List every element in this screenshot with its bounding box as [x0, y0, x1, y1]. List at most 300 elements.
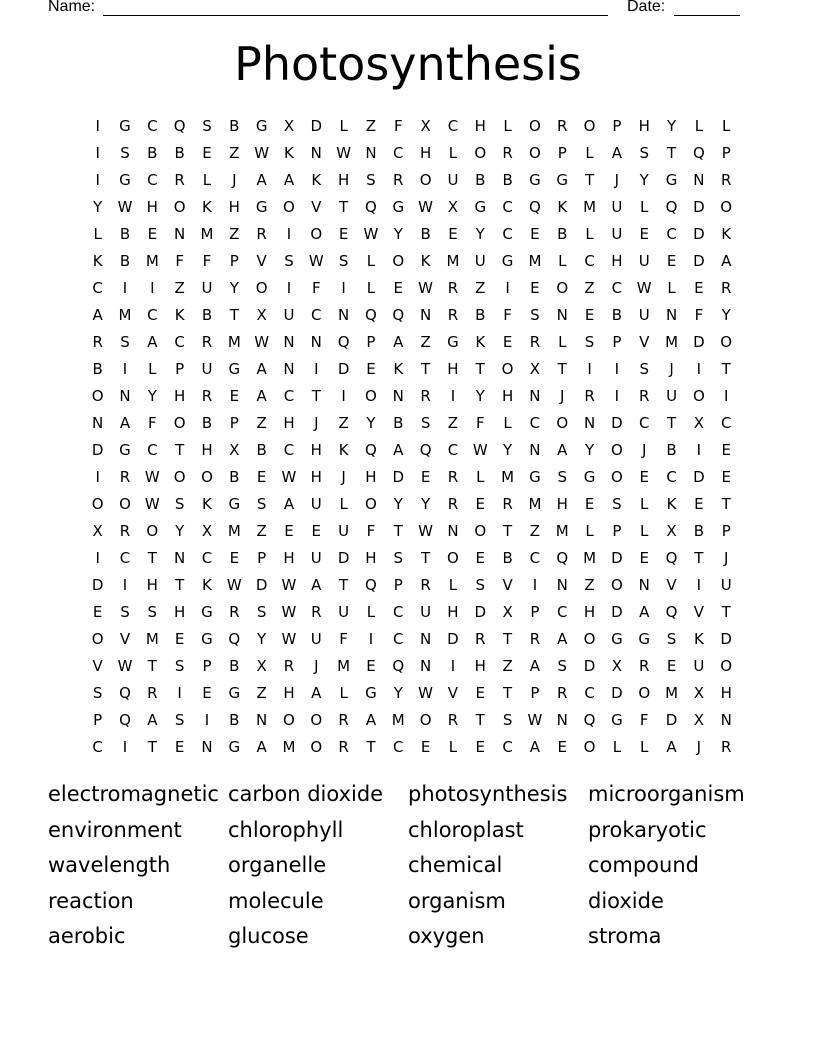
grid-letter: G — [474, 197, 487, 216]
grid-letter: N — [283, 359, 295, 378]
grid-letter: L — [640, 521, 649, 540]
grid-letter: I — [341, 278, 346, 297]
grid-letter: G — [501, 251, 514, 270]
grid-letter: Z — [420, 332, 431, 351]
word-list — [48, 778, 778, 956]
grid-letter: S — [530, 305, 540, 324]
grid-letter: S — [202, 116, 212, 135]
grid-letter: X — [693, 413, 705, 432]
grid-letter: N — [365, 143, 377, 162]
grid-letter: P — [612, 116, 622, 135]
grid-letter: S — [174, 494, 185, 513]
grid-letter: X — [611, 656, 623, 675]
grid-letter: G — [201, 602, 213, 621]
date-blank-line — [674, 15, 740, 16]
grid-letter: O — [419, 710, 432, 729]
grid-letter: X — [92, 521, 103, 540]
grid-letter: L — [640, 197, 649, 216]
grid-letter: R — [256, 224, 267, 243]
grid-letter: W — [144, 494, 160, 513]
grid-letter: A — [393, 440, 404, 459]
grid-letter: C — [147, 116, 158, 135]
grid-letter: W — [254, 143, 270, 162]
grid-letter: R — [201, 386, 213, 405]
grid-letter: P — [229, 413, 239, 432]
grid-letter: K — [202, 575, 212, 594]
grid-letter: I — [95, 143, 100, 162]
grid-letter: U — [310, 548, 322, 567]
grid-letter: T — [584, 170, 595, 189]
word-list-item: chloroplast — [408, 817, 524, 842]
grid-letter: L — [448, 575, 458, 594]
grid-letter: L — [612, 737, 622, 756]
grid-letter: S — [256, 602, 267, 621]
grid-letter: U — [310, 629, 322, 648]
grid-letter: R — [720, 170, 732, 189]
grid-letter: U — [638, 305, 650, 324]
grid-letter: J — [341, 467, 346, 486]
grid-letter: K — [174, 305, 185, 324]
grid-letter: R — [311, 602, 322, 621]
grid-letter: G — [228, 683, 241, 702]
grid-letter: M — [665, 332, 679, 351]
grid-letter: F — [393, 116, 403, 135]
grid-letter: G — [447, 332, 459, 351]
grid-letter: O — [583, 116, 596, 135]
grid-letter: G — [556, 170, 569, 189]
grid-letter: Q — [228, 629, 241, 648]
grid-letter: D — [693, 224, 705, 243]
grid-letter: E — [229, 386, 240, 405]
grid-letter: O — [392, 251, 405, 270]
grid-letter: L — [558, 251, 567, 270]
grid-letter: C — [393, 602, 404, 621]
grid-letter: E — [229, 548, 240, 567]
grid-letter: O — [146, 521, 159, 540]
grid-letter: H — [283, 413, 295, 432]
grid-letter: R — [119, 467, 131, 486]
grid-letter: W — [363, 224, 379, 243]
grid-letter: I — [122, 359, 128, 378]
grid-letter: L — [503, 413, 512, 432]
grid-letter: C — [638, 413, 650, 432]
grid-letter: H — [447, 359, 459, 378]
grid-letter: B — [229, 656, 240, 675]
word-list-item: dioxide — [588, 888, 664, 913]
grid-letter: Q — [692, 143, 705, 162]
grid-letter: Y — [257, 629, 267, 648]
grid-letter: T — [147, 548, 157, 567]
grid-letter: I — [150, 278, 155, 297]
word-list-item: compound — [588, 853, 699, 877]
grid-letter: R — [447, 710, 459, 729]
grid-letter: W — [418, 521, 434, 540]
grid-letter: U — [666, 386, 678, 405]
grid-letter: G — [529, 467, 541, 486]
grid-letter: X — [420, 116, 431, 135]
grid-letter: T — [339, 197, 349, 216]
grid-letter: B — [611, 305, 623, 324]
grid-letter: T — [666, 413, 677, 432]
word-list-item: molecule — [228, 888, 324, 913]
grid-letter: L — [503, 116, 512, 135]
grid-letter: Q — [337, 332, 350, 351]
grid-letter: T — [721, 602, 731, 621]
grid-letter: E — [694, 494, 704, 513]
grid-letter: D — [693, 197, 705, 216]
grid-letter: N — [256, 710, 268, 729]
grid-letter: C — [393, 629, 404, 648]
grid-letter: Y — [503, 440, 513, 459]
grid-letter: O — [201, 467, 213, 486]
grid-letter: G — [638, 629, 651, 648]
grid-letter: H — [611, 251, 623, 270]
grid-letter: F — [148, 413, 157, 432]
grid-letter: N — [338, 305, 350, 324]
grid-letter: B — [229, 467, 240, 486]
grid-letter: U — [638, 251, 650, 270]
grid-letter: N — [310, 332, 322, 351]
grid-letter: H — [419, 143, 432, 162]
grid-letter: E — [202, 683, 212, 702]
grid-letter: T — [311, 386, 321, 405]
grid-letter: R — [447, 494, 459, 513]
grid-letter: I — [696, 359, 702, 378]
grid-letter: Z — [475, 278, 486, 297]
grid-letter: U — [201, 359, 213, 378]
grid-letter: S — [256, 494, 267, 513]
grid-letter: B — [174, 143, 185, 162]
grid-letter: B — [420, 224, 431, 243]
grid-letter: O — [501, 359, 514, 378]
grid-letter: W — [336, 143, 352, 162]
grid-letter: O — [447, 548, 459, 567]
grid-letter: R — [338, 737, 349, 756]
grid-letter: H — [638, 116, 650, 135]
grid-letter: J — [232, 170, 237, 189]
grid-letter: I — [95, 548, 100, 567]
grid-letter: Q — [665, 602, 678, 621]
grid-letter: H — [337, 170, 350, 189]
grid-letter: Z — [174, 278, 185, 297]
grid-letter: H — [228, 197, 240, 216]
grid-letter: R — [119, 521, 131, 540]
grid-letter: N — [720, 710, 732, 729]
grid-letter: Z — [338, 413, 349, 432]
grid-letter: O — [310, 710, 323, 729]
word-list-item: microorganism — [588, 782, 745, 806]
grid-letter: O — [91, 386, 104, 405]
grid-letter: S — [612, 494, 622, 513]
grid-letter: I — [614, 359, 620, 378]
grid-letter: J — [696, 737, 702, 756]
grid-letter: E — [174, 629, 185, 648]
grid-letter: D — [583, 656, 596, 675]
grid-letter: R — [557, 116, 568, 135]
grid-letter: M — [337, 656, 351, 675]
grid-letter: P — [93, 710, 103, 729]
grid-letter: R — [639, 656, 650, 675]
grid-letter: E — [147, 224, 158, 243]
grid-letter: U — [201, 278, 213, 297]
grid-letter: F — [202, 251, 212, 270]
grid-letter: E — [639, 224, 649, 243]
grid-letter: F — [311, 278, 321, 297]
grid-letter: V — [311, 197, 322, 216]
grid-letter: N — [556, 710, 568, 729]
grid-letter: Y — [584, 440, 595, 459]
grid-letter: B — [256, 440, 267, 459]
grid-letter: R — [502, 494, 513, 513]
grid-letter: E — [366, 359, 376, 378]
grid-letter: M — [583, 197, 597, 216]
grid-letter: C — [447, 116, 459, 135]
grid-letter: A — [611, 143, 623, 162]
grid-letter: Q — [392, 656, 405, 675]
grid-letter: Y — [475, 386, 485, 405]
grid-letter: Q — [583, 710, 596, 729]
grid-letter: R — [720, 278, 732, 297]
grid-letter: D — [720, 629, 732, 648]
grid-letter: G — [119, 116, 131, 135]
grid-letter: C — [311, 305, 322, 324]
grid-letter: Z — [229, 224, 240, 243]
header-row — [48, 0, 748, 20]
grid-letter: Y — [393, 494, 403, 513]
grid-letter: W — [527, 710, 543, 729]
grid-letter: K — [202, 197, 212, 216]
grid-letter: W — [472, 440, 488, 459]
grid-letter: X — [256, 305, 267, 324]
grid-letter: N — [419, 656, 432, 675]
grid-letter: E — [666, 656, 677, 675]
word-list-item: stroma — [588, 924, 662, 948]
grid-letter: J — [560, 386, 565, 405]
grid-letter: Y — [175, 521, 185, 540]
grid-letter: T — [421, 359, 431, 378]
grid-letter: R — [229, 602, 240, 621]
grid-letter: X — [693, 710, 705, 729]
grid-letter: Q — [173, 116, 186, 135]
grid-letter: P — [612, 521, 622, 540]
grid-letter: D — [611, 602, 623, 621]
grid-letter: Z — [447, 413, 459, 432]
grid-letter: O — [119, 494, 131, 513]
grid-letter: H — [365, 548, 377, 567]
grid-letter: H — [201, 440, 213, 459]
grid-letter: E — [530, 278, 540, 297]
grid-letter: T — [393, 521, 403, 540]
grid-letter: O — [91, 629, 104, 648]
grid-letter: S — [584, 332, 595, 351]
grid-letter: S — [639, 359, 649, 378]
grid-letter: F — [503, 305, 512, 324]
grid-letter: E — [448, 224, 458, 243]
grid-letter: K — [92, 251, 103, 270]
grid-letter: T — [421, 548, 431, 567]
grid-letter: N — [583, 413, 596, 432]
grid-letter: E — [256, 467, 267, 486]
grid-letter: T — [721, 494, 731, 513]
grid-letter: I — [204, 710, 210, 729]
grid-letter: C — [666, 224, 677, 243]
grid-letter: S — [120, 602, 130, 621]
grid-letter: H — [501, 386, 514, 405]
grid-letter: R — [393, 170, 404, 189]
grid-letter: B — [229, 116, 240, 135]
grid-letter: B — [502, 170, 513, 189]
word-list-item: electromagnetic — [48, 782, 219, 806]
grid-letter: Q — [365, 575, 377, 594]
word-list-item: aerobic — [48, 924, 126, 948]
grid-letter: S — [557, 656, 567, 675]
grid-letter: O — [173, 413, 186, 432]
grid-letter: O — [173, 197, 186, 216]
grid-letter: E — [502, 332, 513, 351]
grid-letter: L — [585, 224, 594, 243]
grid-letter: H — [365, 467, 377, 486]
grid-letter: D — [611, 683, 623, 702]
grid-letter: A — [119, 413, 131, 432]
grid-letter: E — [92, 602, 103, 621]
grid-letter: M — [555, 521, 569, 540]
grid-letter: O — [610, 575, 623, 594]
grid-letter: C — [611, 278, 623, 297]
grid-letter: C — [92, 737, 103, 756]
grid-letter: N — [693, 170, 705, 189]
grid-letter: K — [338, 440, 349, 459]
grid-letter: Q — [365, 305, 377, 324]
grid-letter: R — [201, 332, 213, 351]
grid-letter: D — [91, 575, 104, 594]
grid-letter: R — [447, 467, 459, 486]
grid-letter: P — [393, 575, 403, 594]
grid-letter: C — [502, 224, 513, 243]
grid-letter: G — [228, 359, 241, 378]
grid-letter: X — [529, 359, 541, 378]
grid-letter: L — [339, 494, 348, 513]
grid-letter: Z — [584, 575, 595, 594]
grid-letter: H — [310, 440, 322, 459]
grid-letter: F — [475, 413, 485, 432]
grid-letter: D — [392, 467, 405, 486]
grid-letter: T — [503, 521, 513, 540]
grid-letter: V — [693, 602, 705, 621]
grid-letter: N — [283, 332, 295, 351]
grid-letter: R — [502, 143, 513, 162]
grid-letter: L — [558, 332, 567, 351]
word-list-item: wavelength — [48, 853, 171, 877]
grid-letter: B — [475, 305, 486, 324]
grid-letter: R — [338, 710, 349, 729]
grid-letter: O — [610, 467, 623, 486]
grid-letter: Q — [365, 440, 377, 459]
grid-letter: T — [666, 143, 677, 162]
grid-letter: O — [556, 278, 569, 297]
grid-letter: Z — [229, 143, 240, 162]
grid-letter: L — [366, 251, 376, 270]
grid-letter: U — [474, 251, 486, 270]
grid-letter: L — [148, 359, 157, 378]
word-list-item: prokaryotic — [588, 817, 707, 842]
grid-letter: P — [721, 521, 731, 540]
grid-letter: I — [122, 575, 128, 594]
grid-letter: T — [475, 710, 485, 729]
grid-letter: O — [310, 224, 323, 243]
grid-letter: I — [341, 386, 346, 405]
grid-letter: A — [147, 332, 158, 351]
grid-letter: E — [366, 656, 376, 675]
grid-letter: H — [474, 116, 486, 135]
grid-letter: C — [584, 683, 595, 702]
grid-letter: I — [122, 278, 128, 297]
grid-letter: H — [583, 602, 596, 621]
grid-letter: E — [584, 305, 595, 324]
grid-letter: M — [583, 548, 597, 567]
grid-letter: R — [420, 575, 431, 594]
grid-letter: H — [474, 656, 486, 675]
grid-letter: O — [173, 467, 186, 486]
grid-letter: N — [447, 521, 459, 540]
grid-letter: I — [532, 575, 538, 594]
grid-letter: O — [91, 494, 104, 513]
word-list-item: reaction — [48, 888, 134, 913]
grid-letter: G — [255, 116, 268, 135]
grid-letter: E — [584, 494, 595, 513]
grid-letter: X — [666, 521, 677, 540]
grid-letter: A — [256, 359, 267, 378]
grid-letter: L — [722, 116, 731, 135]
grid-letter: M — [145, 251, 159, 270]
grid-letter: C — [584, 251, 595, 270]
grid-letter: L — [339, 116, 348, 135]
grid-letter: D — [693, 251, 705, 270]
grid-letter: C — [720, 413, 732, 432]
grid-letter: L — [585, 521, 594, 540]
grid-letter: L — [585, 143, 594, 162]
grid-letter: M — [118, 305, 132, 324]
grid-letter: K — [202, 494, 212, 513]
grid-letter: E — [338, 224, 349, 243]
grid-letter: R — [447, 305, 459, 324]
grid-letter: N — [92, 413, 104, 432]
grid-letter: F — [366, 521, 376, 540]
grid-letter: D — [693, 467, 705, 486]
date-label: Date: — [627, 0, 666, 15]
grid-letter: L — [339, 683, 348, 702]
grid-letter: Z — [256, 413, 267, 432]
grid-letter: G — [119, 170, 131, 189]
grid-letter: W — [254, 332, 270, 351]
grid-letter: L — [202, 170, 212, 189]
grid-letter: K — [393, 359, 404, 378]
grid-letter: O — [720, 197, 733, 216]
grid-letter: F — [339, 629, 348, 648]
grid-letter: D — [337, 359, 350, 378]
grid-letter: N — [419, 629, 432, 648]
grid-letter: F — [694, 305, 704, 324]
grid-letter: Y — [666, 116, 677, 135]
grid-letter: E — [202, 143, 212, 162]
grid-letter: P — [175, 359, 185, 378]
grid-letter: B — [502, 548, 513, 567]
grid-letter: C — [557, 602, 568, 621]
grid-letter: L — [93, 224, 102, 243]
grid-letter: B — [393, 413, 404, 432]
grid-letter: U — [338, 521, 350, 540]
grid-letter: P — [530, 683, 540, 702]
grid-letter: I — [122, 737, 128, 756]
